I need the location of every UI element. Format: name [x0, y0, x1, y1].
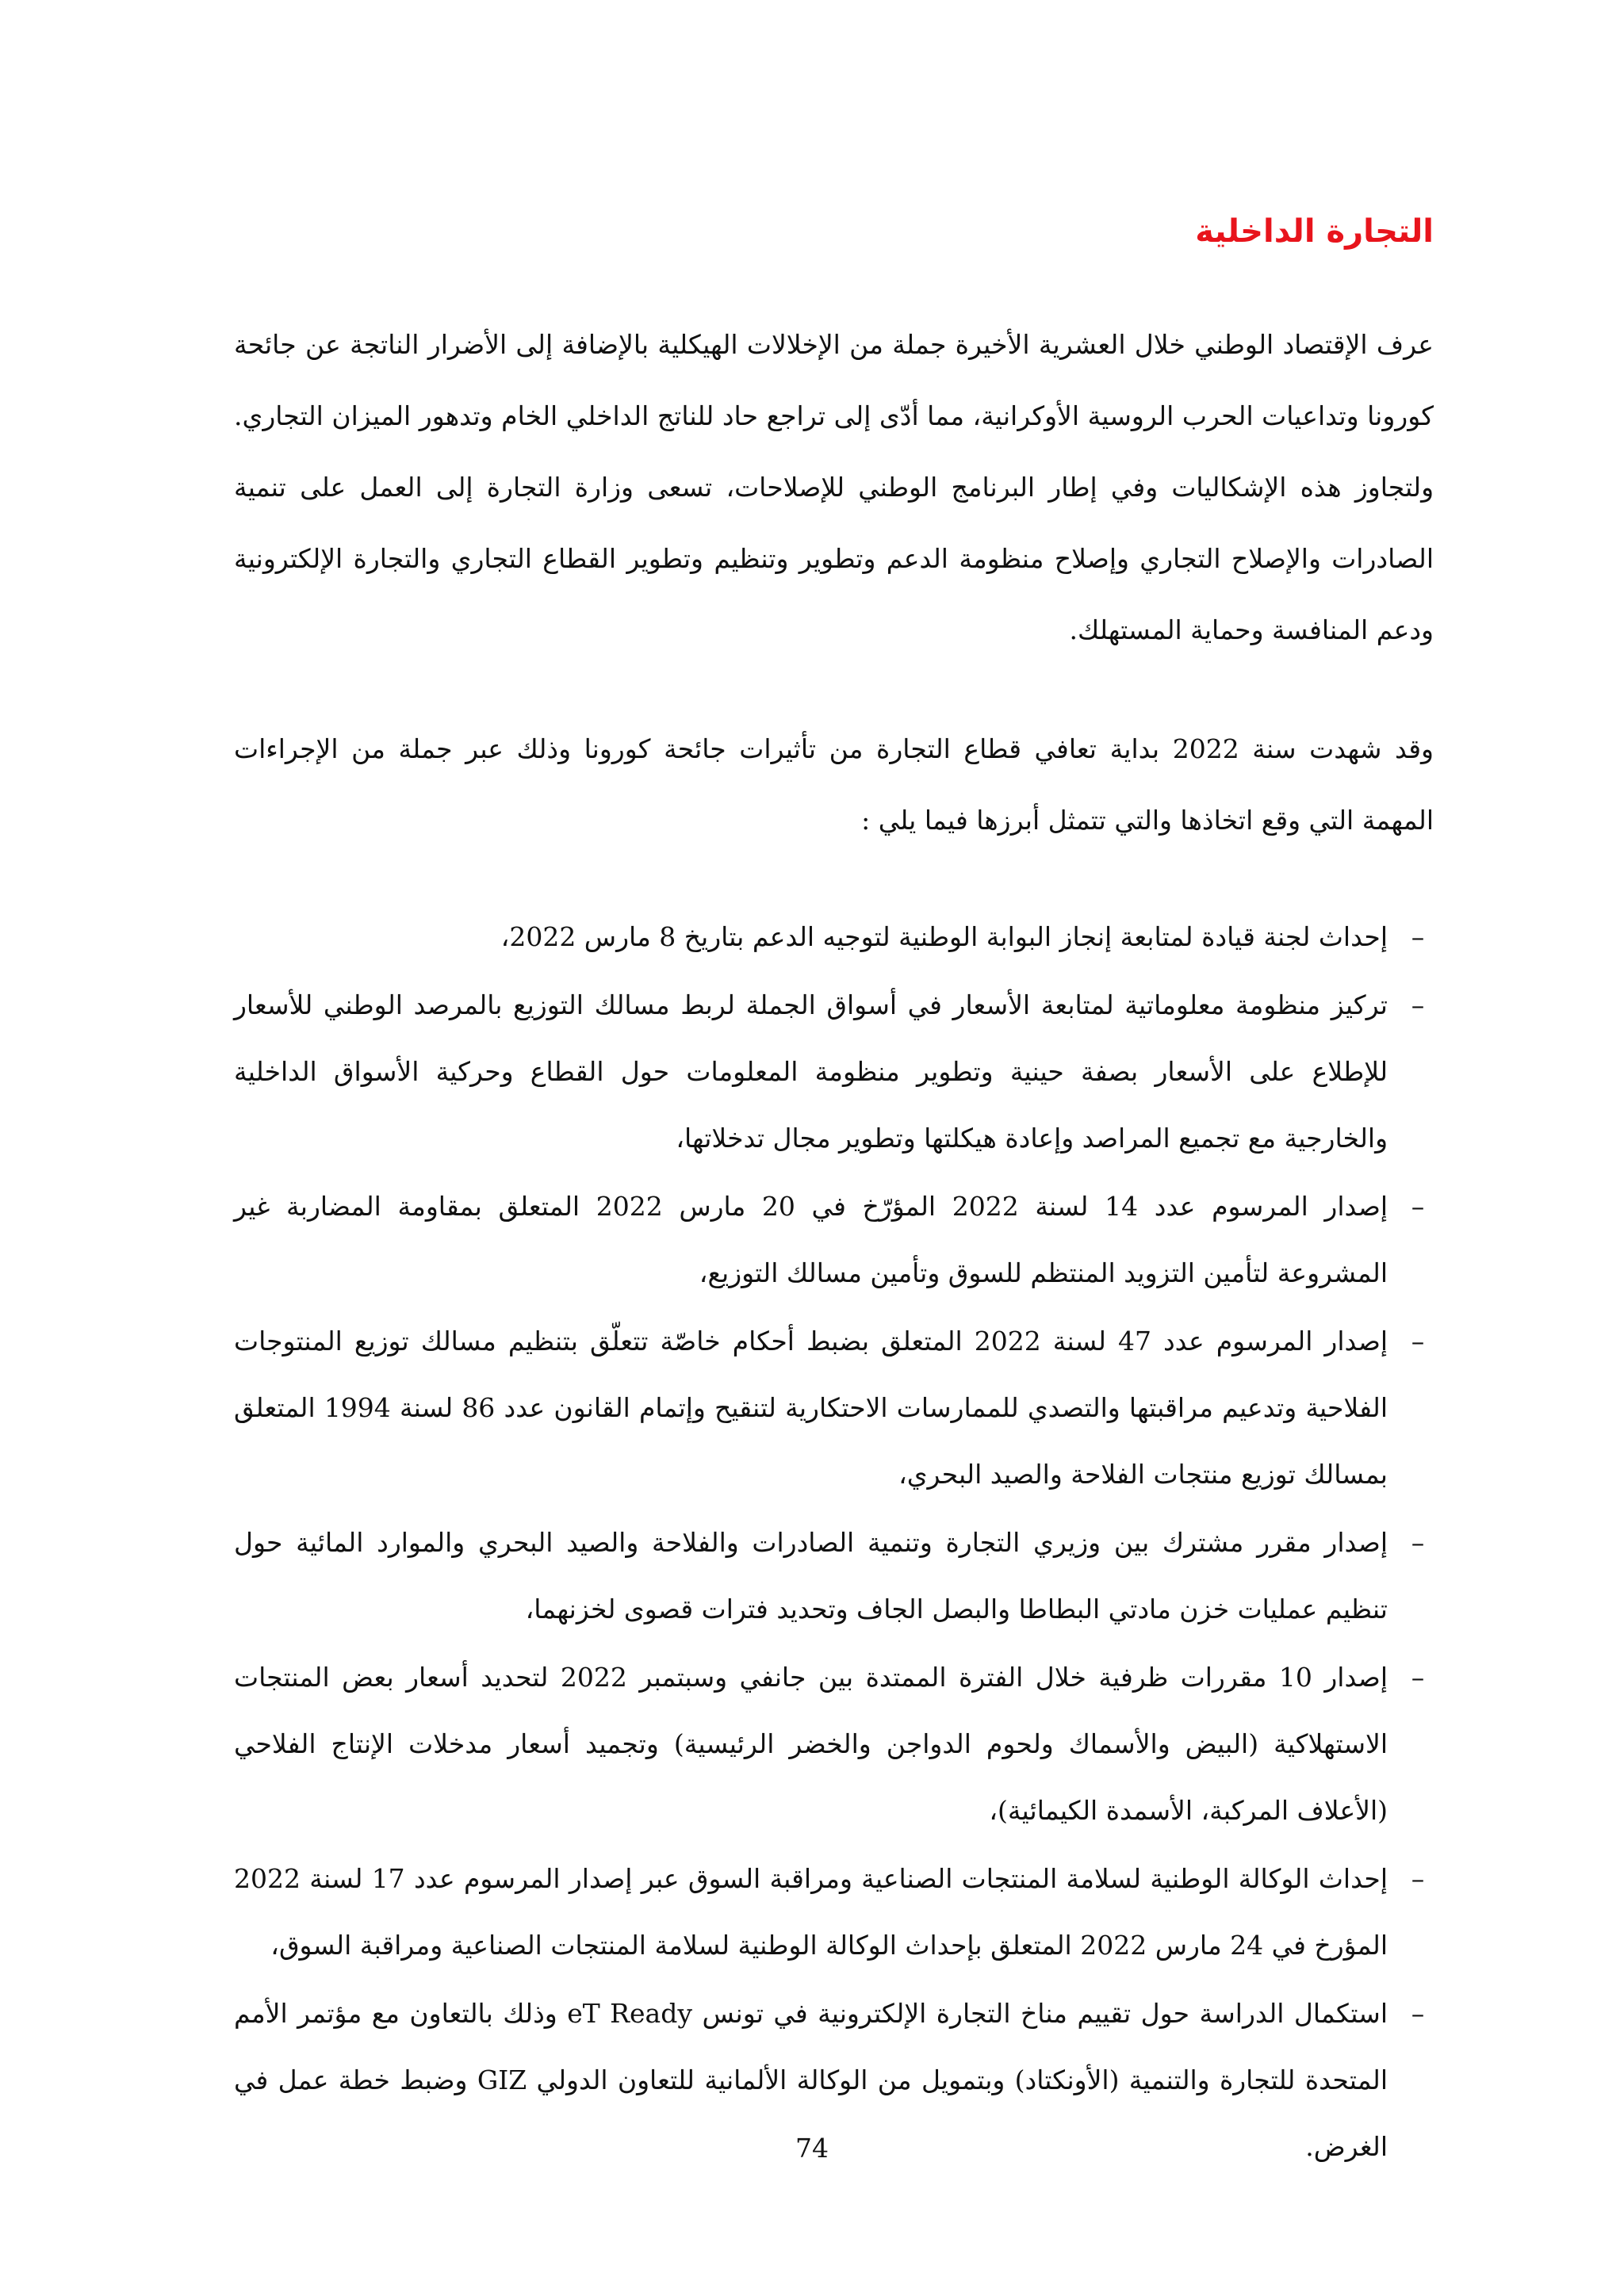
- measures-intro-paragraph: وقد شهدت سنة 2022 بداية تعافي قطاع التجارة من تأثيرات جائحة كورونا وذلك عبر جملة من الإجراءات المهمة التي وقع اتخاذها والتي تتمثل أبرزها فيما يلي :: [234, 733, 1434, 836]
- measures-list: [234, 904, 1434, 2180]
- list-item-text: تركيز منظومة معلوماتية لمتابعة الأسعار في أسواق الجملة لربط مسالك التوزيع بالمرصد الوطني للأسعار للإطلاع على الأسعار بصفة حينية وتطوير منظومة المعلومات حول القطاع وحركية الأسواق الداخلية والخارجية مع تجميع المراصد وإعادة هيكلتها وتطوير مجال تدخلاتها،: [234, 989, 1388, 1154]
- list-item: [234, 1846, 1434, 1979]
- page-content: [234, 198, 1434, 2182]
- list-item-text: إصدار المرسوم عدد 14 لسنة 2022 المؤرّخ في 20 مارس 2022 المتعلق بمقاومة المضاربة غير المشروعة لتأمين التزويد المنتظم للسوق وتأمين مسالك التوزيع،: [234, 1191, 1388, 1288]
- list-item-text: استكمال الدراسة حول تقييم مناخ التجارة الإلكترونية في تونس eT Ready وذلك بالتعاون مع مؤتمر الأمم المتحدة للتجارة والتنمية (الأونكتاد) وبتمويل من الوكالة الألمانية للتعاون الدولي GIZ وضبط خطة عمل في الغرض.: [234, 1998, 1388, 2162]
- list-item: [234, 972, 1434, 1172]
- bullet-dash-icon: –: [1411, 921, 1425, 952]
- list-item: [234, 1510, 1434, 1643]
- list-item-text: إصدار مقرر مشترك بين وزيري التجارة وتنمية الصادرات والفلاحة والصيد البحري والموارد المائية حول تنظيم عمليات خزن مادتي البطاطا والبصل الجاف وتحديد فترات قصوى لخزنهما،: [234, 1527, 1388, 1624]
- bullet-dash-icon: –: [1411, 1326, 1425, 1357]
- list-item-text: إصدار 10 مقررات ظرفية خلال الفترة الممتدة بين جانفي وسبتمبر 2022 لتحديد أسعار بعض المنتجات الاستهلاكية (البيض والأسماك ولحوم الدواجن والخضر الرئيسية) وتجميد أسعار مدخلات الإنتاج الفلاحي (الأعلاف المركبة، الأسمدة الكيمائية)،: [234, 1662, 1388, 1826]
- bullet-dash-icon: –: [1411, 1863, 1425, 1894]
- list-item: [234, 1308, 1434, 1508]
- bullet-dash-icon: –: [1411, 1527, 1425, 1558]
- list-item-text: إصدار المرسوم عدد 47 لسنة 2022 المتعلق بضبط أحكام خاصّة تتعلّق بتنظيم مسالك توزيع المنتوجات الفلاحية وتدعيم مراقبتها والتصدي للممارسات الاحتكارية لتنقيح وإتمام القانون عدد 86 لسنة 1994 المتعلق بمسالك توزيع منتجات الفلاحة والصيد البحري،: [234, 1326, 1388, 1490]
- list-item: [234, 904, 1434, 970]
- bullet-dash-icon: –: [1411, 1998, 1425, 2029]
- list-item: [234, 1644, 1434, 1844]
- list-item-text: إحداث الوكالة الوطنية لسلامة المنتجات الصناعية ومراقبة السوق عبر إصدار المرسوم عدد 17 لسنة 2022 المؤرخ في 24 مارس 2022 المتعلق بإحداث الوكالة الوطنية لسلامة المنتجات الصناعية ومراقبة السوق،: [234, 1863, 1388, 1961]
- list-item-text: إحداث لجنة قيادة لمتابعة إنجاز البوابة الوطنية لتوجيه الدعم بتاريخ 8 مارس 2022،: [500, 921, 1388, 952]
- bullet-dash-icon: –: [1411, 989, 1425, 1020]
- bullet-dash-icon: –: [1411, 1191, 1425, 1222]
- bullet-dash-icon: –: [1411, 1662, 1425, 1693]
- page-number: 74: [795, 2133, 829, 2164]
- list-item: [234, 1173, 1434, 1307]
- intro-paragraph: عرف الإقتصاد الوطني خلال العشرية الأخيرة جملة من الإخلالات الهيكلية بالإضافة إلى الأضرار الناتجة عن جائحة كورونا وتداعيات الحرب الروسية الأوكرانية، مما أدّى إلى تراجع حاد للناتج الداخلي الخام وتدهور الميزان التجاري. ولتجاوز هذه الإشكاليات وفي إطار البرنامج الوطني للإصلاحات، تسعى وزارة التجارة إلى العمل على تنمية الصادرات والإصلاح التجاري وإصلاح منظومة الدعم وتطوير وتنظيم وتطوير القطاع التجاري والتجارة الإلكترونية ودعم المنافسة وحماية المستهلك.: [234, 329, 1434, 645]
- section-title: التجارة الداخلية: [1195, 213, 1434, 250]
